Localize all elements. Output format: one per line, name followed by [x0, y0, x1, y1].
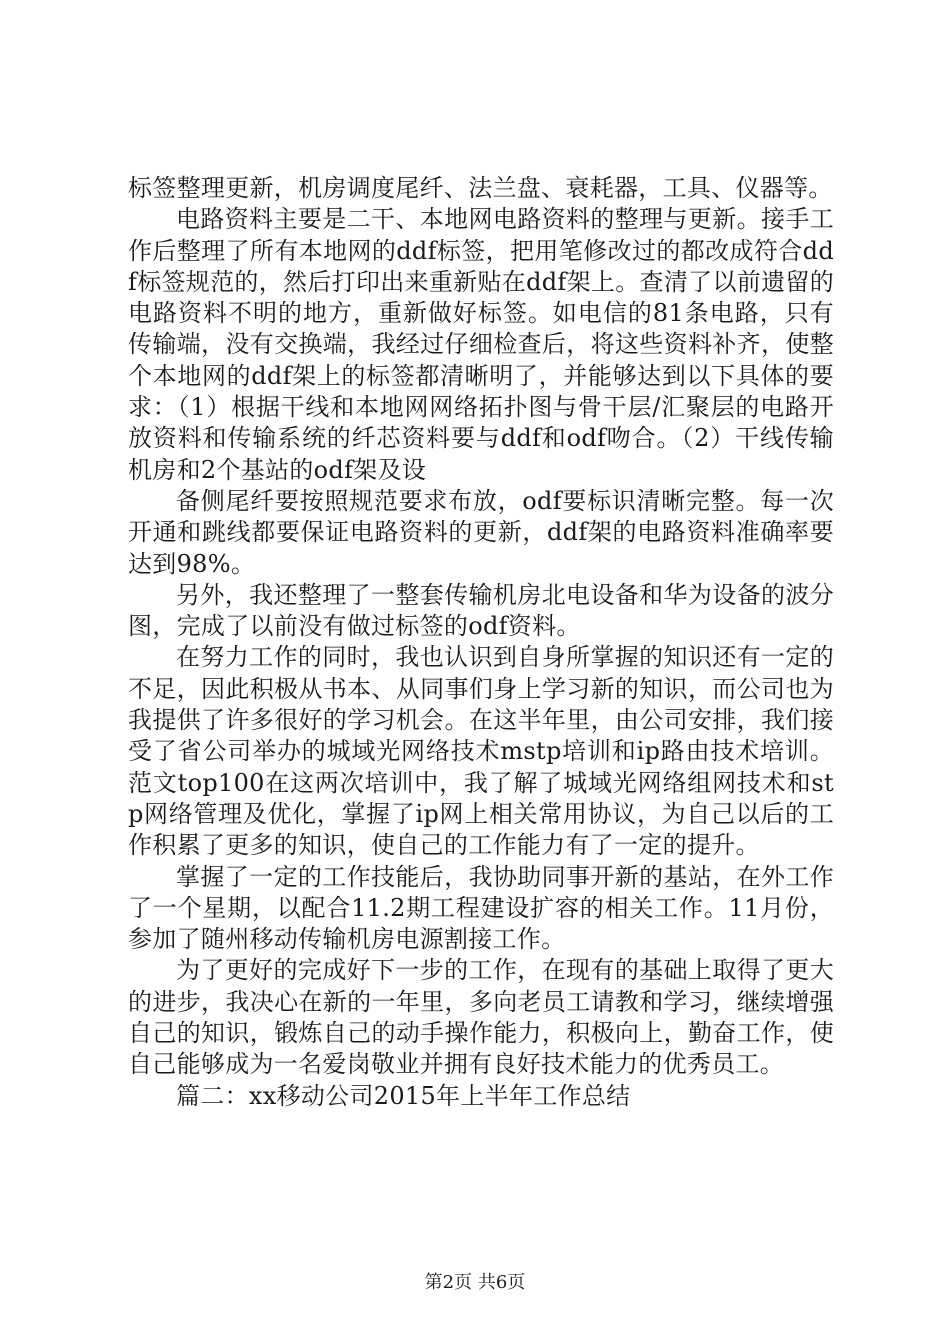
section-heading: 篇二：xx移动公司2015年上半年工作总结: [176, 1081, 631, 1110]
paragraph-1: 标签整理更新，机房调度尾纤、法兰盘、衰耗器，工具、仪器等。: [128, 174, 833, 202]
paragraph-4: 另外，我还整理了一整套传输机房北电设备和华为设备的波分图，完成了以前没有做过标签的odf资料。: [128, 580, 834, 641]
paragraph-6: 掌握了一定的工作技能后，我协助同事开新的基站，在外工作了一个星期，以配合11.2期工程建设扩容的相关工作。11月份，参加了随州移动传输机房电源割接工作。: [128, 862, 834, 954]
paragraph-3: 备侧尾纤要按照规范要求布放，odf要标识清晰完整。每一次开通和跳线都要保证电路资料的更新，ddf架的电路资料准确率要达到98%。: [128, 486, 834, 578]
document-body: [128, 173, 834, 1112]
paragraph-7: 为了更好的完成好下一步的工作，在现有的基础上取得了更大的进步，我决心在新的一年里，多向老员工请教和学习，继续增强自己的知识，锻炼自己的动手操作能力，积极向上，勤奋工作，使自己能够成为一名爱岗敬业并拥有良好技术能力的优秀员工。: [128, 956, 834, 1079]
page-footer: 第2页 共6页: [424, 1272, 526, 1293]
paragraph-5: 在努力工作的同时，我也认识到自身所掌握的知识还有一定的不足，因此积极从书本、从同事们身上学习新的知识，而公司也为我提供了许多很好的学习机会。在这半年里，由公司安排，我们接受了省公司举办的城域光网络技术mstp培训和ip路由技术培训。范文top100在这两次培训中，我了解了城域光网络组网技术和stp网络管理及优化，掌握了ip网上相关常用协议，为自己以后的工作积累了更多的知识，使自己的工作能力有了一定的提升。: [128, 643, 834, 860]
paragraph-2: 电路资料主要是二干、本地网电路资料的整理与更新。接手工作后整理了所有本地网的ddf标签，把用笔修改过的都改成符合ddf标签规范的，然后打印出来重新贴在ddf架上。查清了以前遗留的电路资料不明的地方，重新做好标签。如电信的81条电路，只有传输端，没有交换端，我经过仔细检查后，将这些资料补齐，使整个本地网的ddf架上的标签都清晰明了，并能够达到以下具体的要求：（1）根据干线和本地网网络拓扑图与骨干层/汇聚层的电路开放资料和传输系统的纤芯资料要与ddf和odf吻合。（2）干线传输机房和2个基站的odf架及设: [128, 205, 834, 484]
